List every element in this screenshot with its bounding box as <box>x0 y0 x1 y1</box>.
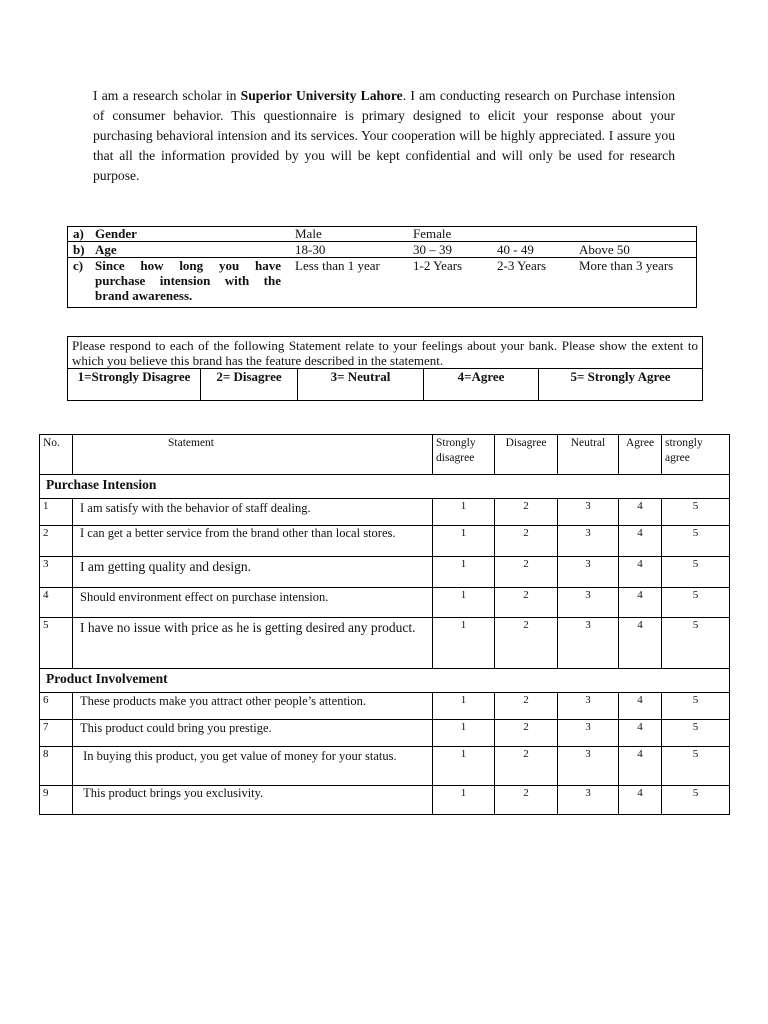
rating-5[interactable]: 5 <box>662 526 730 557</box>
section-row <box>40 669 730 693</box>
intro-paragraph <box>93 86 675 186</box>
demographic-label: Since how long you have purchase intension with the brand awareness. <box>95 258 281 303</box>
rating-3[interactable]: 3 <box>558 557 619 588</box>
table-row <box>40 526 730 557</box>
demographic-option <box>491 226 573 242</box>
demographic-option[interactable]: 18-30 <box>295 242 326 257</box>
row-statement: Should environment effect on purchase intension. <box>73 588 433 618</box>
scale-levels <box>68 368 702 400</box>
demographic-option[interactable]: 40 - 49 <box>497 242 534 257</box>
row-number: 1 <box>40 499 73 526</box>
header-strongly-disagree: Strongly disagree <box>433 435 495 475</box>
rating-2[interactable]: 2 <box>495 693 558 720</box>
demographic-row-age <box>67 242 697 258</box>
header-no: No. <box>40 435 73 475</box>
rating-4[interactable]: 4 <box>619 526 662 557</box>
demographic-letter: a) <box>73 226 84 241</box>
rating-2[interactable]: 2 <box>495 618 558 669</box>
rating-4[interactable]: 4 <box>619 499 662 526</box>
rating-3[interactable]: 3 <box>558 693 619 720</box>
demographic-option[interactable]: Above 50 <box>579 242 630 257</box>
table-row <box>40 588 730 618</box>
rating-3[interactable]: 3 <box>558 588 619 618</box>
rating-2[interactable]: 2 <box>495 557 558 588</box>
rating-4[interactable]: 4 <box>619 786 662 815</box>
table-row <box>40 499 730 526</box>
rating-5[interactable]: 5 <box>662 693 730 720</box>
demographic-row-duration <box>67 258 697 304</box>
section-title: Product Involvement <box>40 669 730 693</box>
row-statement: I can get a better service from the brand other than local stores. <box>73 526 433 557</box>
row-statement: This product brings you exclusivity. <box>73 786 433 815</box>
row-number: 7 <box>40 720 73 747</box>
rating-5[interactable]: 5 <box>662 747 730 786</box>
section-title: Purchase Intension <box>40 475 730 499</box>
rating-3[interactable]: 3 <box>558 499 619 526</box>
questionnaire-table <box>39 434 730 815</box>
scale-level: 2= Disagree <box>200 369 297 400</box>
header-statement: Statement <box>73 435 433 475</box>
rating-4[interactable]: 4 <box>619 747 662 786</box>
header-strongly-agree: strongly agree <box>662 435 730 475</box>
header-disagree: Disagree <box>495 435 558 475</box>
rating-2[interactable]: 2 <box>495 786 558 815</box>
row-statement: I have no issue with price as he is getting desired any product. <box>73 618 433 669</box>
rating-2[interactable]: 2 <box>495 747 558 786</box>
row-number: 6 <box>40 693 73 720</box>
rating-5[interactable]: 5 <box>662 720 730 747</box>
demographic-label: Gender <box>95 226 137 241</box>
row-number: 2 <box>40 526 73 557</box>
rating-2[interactable]: 2 <box>495 588 558 618</box>
table-row <box>40 786 730 815</box>
rating-5[interactable]: 5 <box>662 557 730 588</box>
rating-2[interactable]: 2 <box>495 526 558 557</box>
scale-level: 5= Strongly Agree <box>538 369 702 400</box>
demographic-letter: c) <box>73 258 84 273</box>
scale-level: 1=Strongly Disagree <box>77 369 191 384</box>
rating-1[interactable]: 1 <box>433 693 495 720</box>
rating-4[interactable]: 4 <box>619 557 662 588</box>
demographic-option[interactable]: 1-2 Years <box>413 258 463 273</box>
rating-2[interactable]: 2 <box>495 720 558 747</box>
rating-4[interactable]: 4 <box>619 720 662 747</box>
scale-instruction: Please respond to each of the following Statement relate to your feelings about your bank. Please show the extent to which you believe this brand has the feature described in the statement. <box>72 338 698 368</box>
demographic-option[interactable]: More than 3 years <box>579 258 674 273</box>
table-row <box>40 747 730 786</box>
rating-1[interactable]: 1 <box>433 747 495 786</box>
demographic-letter: b) <box>73 242 85 257</box>
rating-1[interactable]: 1 <box>433 499 495 526</box>
header-agree: Agree <box>619 435 662 475</box>
rating-1[interactable]: 1 <box>433 557 495 588</box>
row-statement: I am satisfy with the behavior of staff dealing. <box>73 499 433 526</box>
rating-3[interactable]: 3 <box>558 526 619 557</box>
demographic-option[interactable]: Less than 1 year <box>295 258 380 273</box>
rating-1[interactable]: 1 <box>433 618 495 669</box>
demographic-option[interactable]: Female <box>413 226 452 241</box>
rating-1[interactable]: 1 <box>433 526 495 557</box>
row-number: 4 <box>40 588 73 618</box>
row-statement: These products make you attract other people’s attention. <box>73 693 433 720</box>
demographic-row-gender <box>67 226 697 242</box>
table-row <box>40 618 730 669</box>
rating-5[interactable]: 5 <box>662 786 730 815</box>
scale-level: 3= Neutral <box>297 369 423 400</box>
table-row <box>40 557 730 588</box>
rating-2[interactable]: 2 <box>495 499 558 526</box>
intro-text-start: I am a research scholar in <box>93 88 241 103</box>
section-row <box>40 475 730 499</box>
demographic-option <box>573 226 697 242</box>
demographic-label: Age <box>95 242 117 257</box>
rating-1[interactable]: 1 <box>433 720 495 747</box>
intro-text-rest: . I am conducting research on Purchase intension of consumer behavior. This questionnaire is primary designed to elicit your response about your purchasing behavioral intension and its services. Your cooperation will be highly appreciated. I assure you that all the information provided by you will be kept confidential and will only be used for research purpose. <box>93 88 676 183</box>
row-number: 8 <box>40 747 73 786</box>
rating-5[interactable]: 5 <box>662 618 730 669</box>
rating-3[interactable]: 3 <box>558 618 619 669</box>
demographic-option[interactable]: Male <box>295 226 322 241</box>
header-neutral: Neutral <box>558 435 619 475</box>
rating-5[interactable]: 5 <box>662 499 730 526</box>
rating-1[interactable]: 1 <box>433 588 495 618</box>
rating-4[interactable]: 4 <box>619 618 662 669</box>
table-header-row <box>40 435 730 475</box>
rating-3[interactable]: 3 <box>558 747 619 786</box>
row-number: 9 <box>40 786 73 815</box>
demographics-table <box>67 226 697 303</box>
scale-level: 4=Agree <box>423 369 538 400</box>
table-row <box>40 720 730 747</box>
scale-legend-box <box>67 336 703 401</box>
table-row <box>40 693 730 720</box>
university-name: Superior University Lahore <box>240 88 403 103</box>
rating-3[interactable]: 3 <box>558 786 619 815</box>
row-statement: I am getting quality and design. <box>73 557 433 588</box>
rating-4[interactable]: 4 <box>619 693 662 720</box>
rating-3[interactable]: 3 <box>558 720 619 747</box>
row-statement: In buying this product, you get value of money for your status. <box>73 747 433 786</box>
demographic-option[interactable]: 2-3 Years <box>497 258 547 273</box>
row-number: 3 <box>40 557 73 588</box>
rating-5[interactable]: 5 <box>662 588 730 618</box>
rating-4[interactable]: 4 <box>619 588 662 618</box>
row-statement: This product could bring you prestige. <box>73 720 433 747</box>
rating-1[interactable]: 1 <box>433 786 495 815</box>
row-number: 5 <box>40 618 73 669</box>
demographic-option[interactable]: 30 – 39 <box>413 242 452 257</box>
